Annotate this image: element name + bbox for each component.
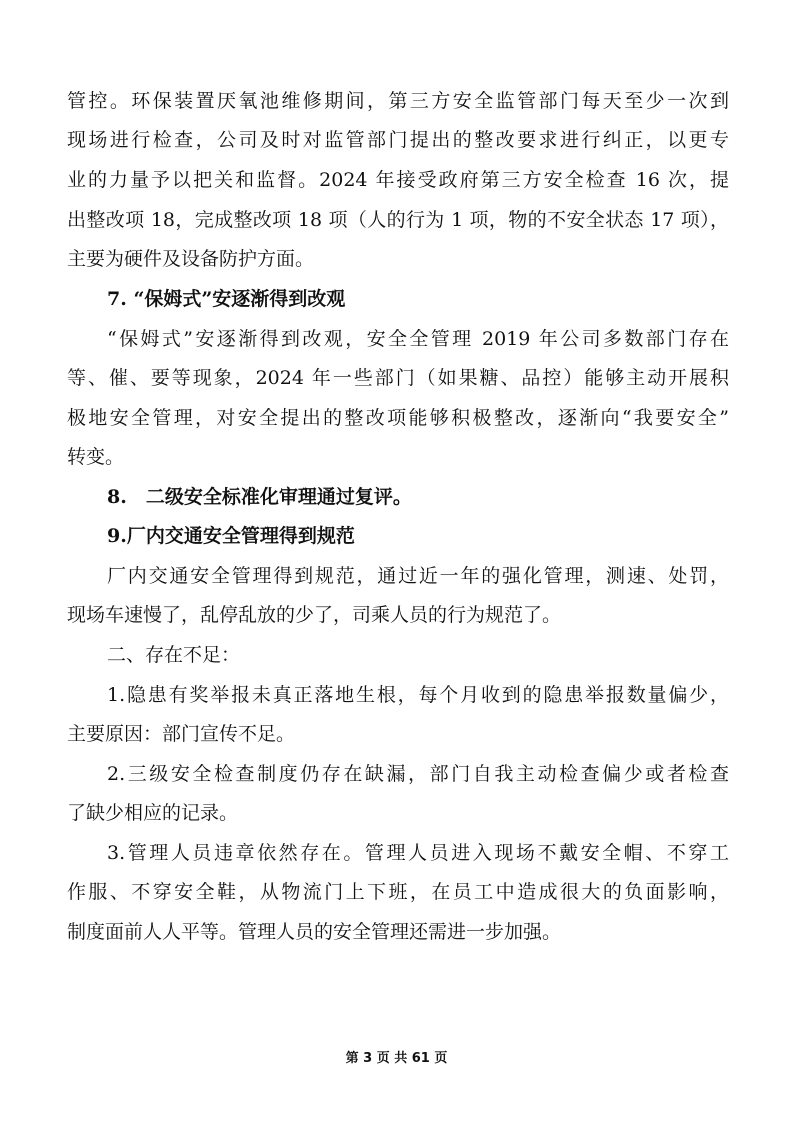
paragraph-line: 了缺少相应的记录。	[67, 802, 239, 824]
paragraph-line: 极地安全管理，对安全提出的整改项能够积极整改，逐渐向“我要安全”	[67, 407, 729, 429]
section-heading: 7. “保姆式”安逐渐得到改观	[107, 288, 346, 310]
paragraph-line: 现场车速慢了，乱停乱放的少了，司乘人员的行为规范了。	[67, 604, 562, 626]
paragraph-line: 业的力量予以把关和监督。2024 年接受政府第三方安全检查 16 次，提	[67, 169, 729, 191]
paragraph-line: 1.隐患有奖举报未真正落地生根，每个月收到的隐患举报数量偏少，	[107, 684, 729, 706]
paragraph-line: 现场进行检查，公司及时对监管部门提出的整改要求进行纠正，以更专	[67, 129, 729, 151]
paragraph-line: “保姆式”安逐渐得到改观，安全全管理 2019 年公司多数部门存在	[107, 328, 729, 350]
paragraph-line: 转变。	[67, 446, 125, 468]
section-heading: 二、存在不足：	[107, 644, 241, 666]
paragraph-line: 2.三级安全检查制度仍存在缺漏，部门自我主动检查偏少或者检查	[107, 763, 729, 785]
paragraph-line: 厂内交通安全管理得到规范，通过近一年的强化管理，测速、处罚，	[107, 565, 729, 587]
section-heading: 9.厂内交通安全管理得到规范	[107, 525, 355, 547]
paragraph-line: 主要原因：部门宣传不足。	[67, 723, 296, 745]
page-number-footer: 第 3 页 共 61 页	[345, 1051, 448, 1066]
section-heading: 8. 二级安全标准化审理通过复评。	[107, 486, 412, 508]
paragraph-line: 管控。环保装置厌氧池维修期间，第三方安全监管部门每天至少一次到	[67, 90, 729, 112]
paragraph-line: 等、催、要等现象，2024 年一些部门（如果糖、品控）能够主动开展积	[67, 367, 729, 389]
paragraph-line: 3.管理人员违章依然存在。管理人员进入现场不戴安全帽、不穿工	[107, 842, 729, 864]
paragraph-line: 主要为硬件及设备防护方面。	[67, 248, 315, 270]
paragraph-line: 作服、不穿安全鞋，从物流门上下班，在员工中造成很大的负面影响，	[67, 881, 729, 903]
paragraph-line: 出整改项 18，完成整改项 18 项（人的行为 1 项，物的不安全状态 17 项），	[67, 209, 729, 231]
paragraph-line: 制度面前人人平等。管理人员的安全管理还需进一步加强。	[67, 921, 562, 943]
